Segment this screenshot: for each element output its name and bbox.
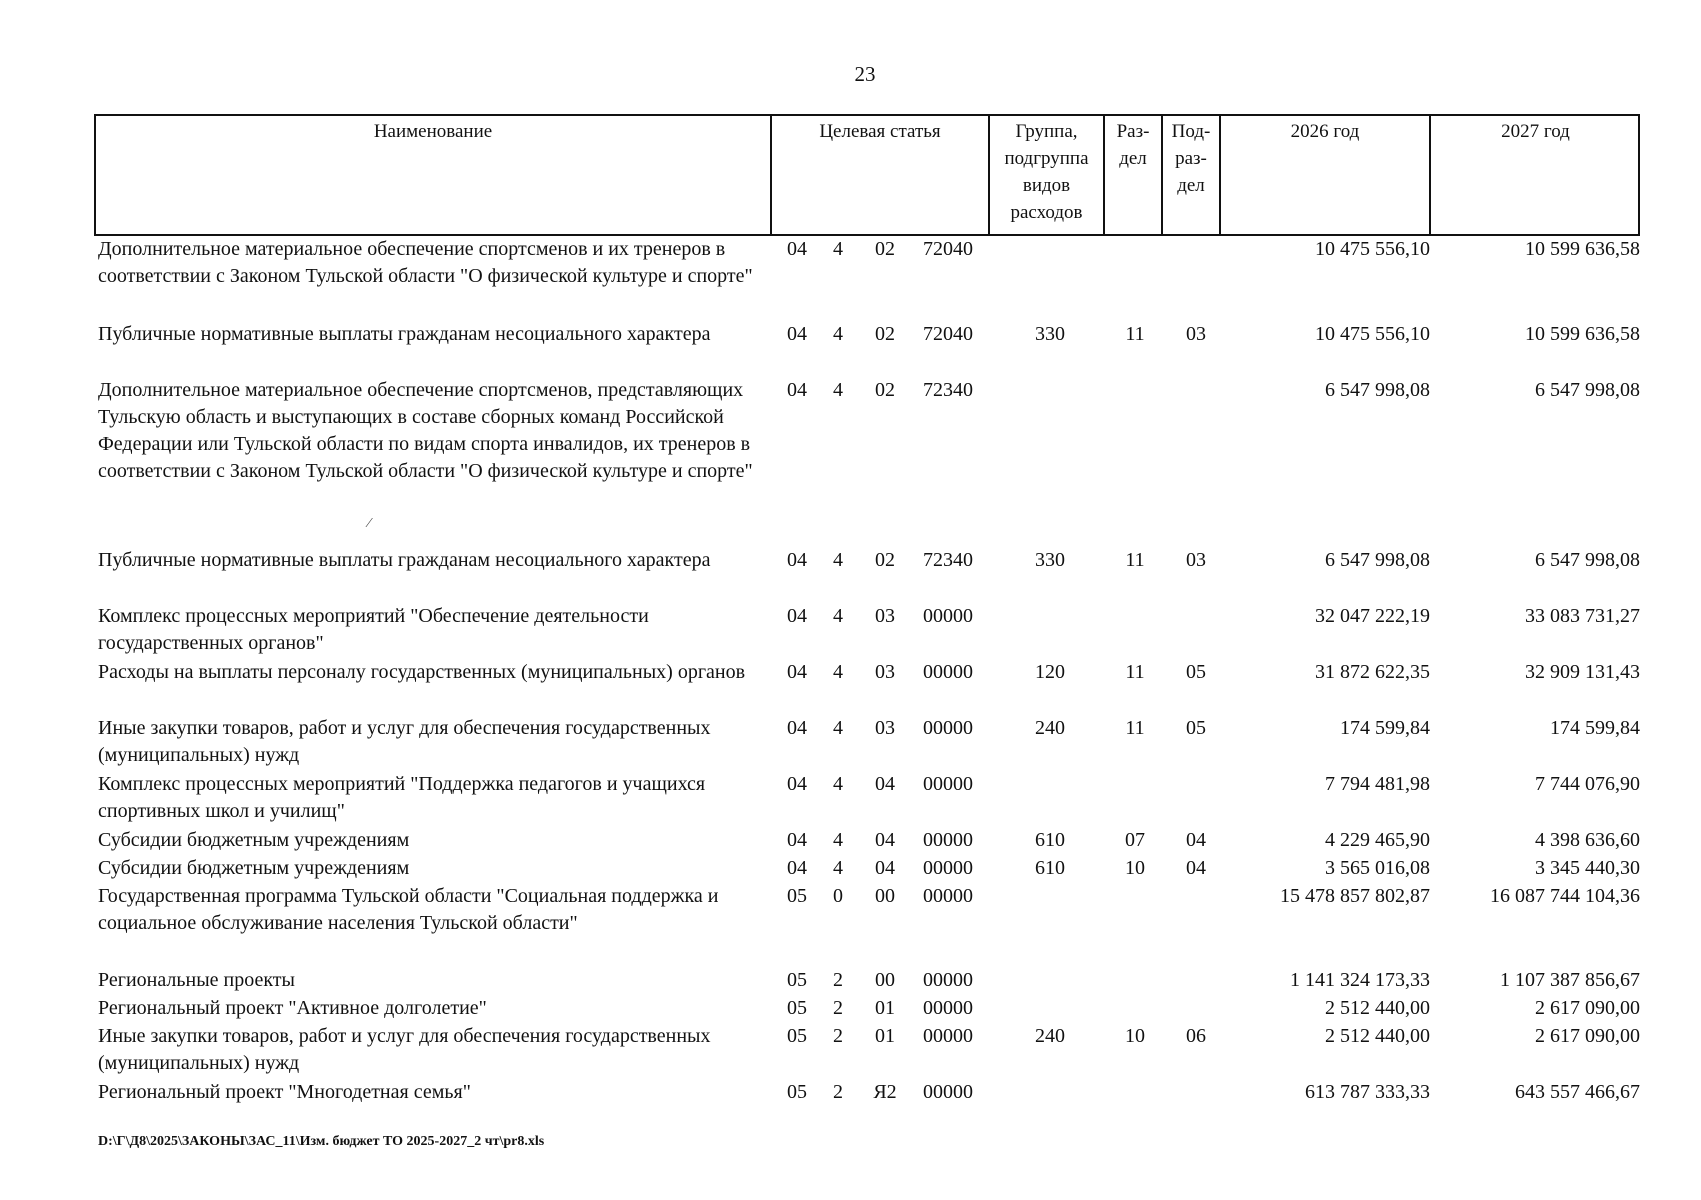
expense-group: 240	[1035, 717, 1065, 739]
target-code-type: 4	[833, 605, 843, 627]
amount-2027: 6 547 998,08	[1535, 379, 1640, 401]
target-code-structure: 00	[875, 885, 895, 907]
footer-file-path: D:\Г\Д8\2025\ЗАКОНЫ\ЗАС_11\Изм. бюджет ТО 2025-2027_2 чт\pr8.xls	[98, 1134, 545, 1149]
target-code-type: 4	[833, 323, 843, 345]
header-2027: 2027 год	[1429, 116, 1640, 234]
row-name: Комплекс процессных мероприятий "Поддержка педагогов и учащихся спортивных школ и училищ"	[98, 773, 706, 822]
target-code-structure: 04	[875, 857, 895, 879]
page-number: 23	[854, 62, 876, 86]
target-code-structure: 01	[875, 997, 895, 1019]
expense-group: 330	[1035, 323, 1065, 345]
target-code-program: 04	[787, 549, 807, 571]
row-name: Публичные нормативные выплаты гражданам несоциального характера	[98, 323, 711, 345]
header-razdel: Раз- дел	[1103, 116, 1161, 234]
amount-2026: 2 512 440,00	[1325, 997, 1430, 1019]
target-code-type: 4	[833, 549, 843, 571]
amount-2027: 3 345 440,30	[1535, 857, 1640, 879]
target-code-type: 4	[833, 773, 843, 795]
target-code-program: 05	[787, 997, 807, 1019]
podrazdel-code: 04	[1186, 829, 1206, 851]
amount-2026: 3 565 016,08	[1325, 857, 1430, 879]
row-name: Региональные проекты	[98, 969, 295, 991]
amount-2027: 10 599 636,58	[1525, 238, 1640, 260]
podrazdel-code: 03	[1186, 323, 1206, 345]
row-name: Дополнительное материальное обеспечение спортсменов и их тренеров в соответствии с Законом Тульской области "О физической культуре и спорте"	[98, 238, 753, 287]
expense-group: 240	[1035, 1025, 1065, 1047]
expense-group: 120	[1035, 661, 1065, 683]
target-code-direction: 00000	[923, 829, 973, 851]
target-code-structure: 04	[875, 829, 895, 851]
target-code-program: 04	[787, 829, 807, 851]
target-code-type: 4	[833, 717, 843, 739]
target-code-structure: 03	[875, 605, 895, 627]
header-2026: 2026 год	[1219, 116, 1429, 234]
amount-2026: 10 475 556,10	[1315, 238, 1430, 260]
target-code-type: 4	[833, 379, 843, 401]
target-code-type: 2	[833, 1025, 843, 1047]
header-name: Наименование	[373, 121, 493, 142]
target-code-direction: 00000	[923, 997, 973, 1019]
target-code-direction: 00000	[923, 661, 973, 683]
target-code-structure: 01	[875, 1025, 895, 1047]
amount-2027: 643 557 466,67	[1515, 1081, 1640, 1103]
amount-2026: 2 512 440,00	[1325, 1025, 1430, 1047]
target-code-direction: 00000	[923, 885, 973, 907]
row-name: Региональный проект "Активное долголетие"	[98, 997, 487, 1019]
target-code-program: 05	[787, 1025, 807, 1047]
target-code-direction: 00000	[923, 1025, 973, 1047]
amount-2026: 32 047 222,19	[1315, 605, 1430, 627]
amount-2027: 16 087 744 104,36	[1490, 885, 1640, 907]
header-target-article: Целевая статья	[770, 116, 988, 234]
razdel-code: 11	[1125, 323, 1145, 345]
target-code-program: 04	[787, 605, 807, 627]
amount-2027: 32 909 131,43	[1525, 661, 1640, 683]
header-podrazdel: Под- раз- дел	[1161, 116, 1219, 234]
podrazdel-code: 06	[1186, 1025, 1206, 1047]
target-code-program: 05	[787, 1081, 807, 1103]
amount-2027: 174 599,84	[1550, 717, 1640, 739]
target-code-structure: 00	[875, 969, 895, 991]
amount-2026: 10 475 556,10	[1315, 323, 1430, 345]
target-code-direction: 72340	[923, 549, 973, 571]
amount-2027: 6 547 998,08	[1535, 549, 1640, 571]
target-code-type: 0	[833, 885, 843, 907]
target-code-program: 04	[787, 717, 807, 739]
podrazdel-code: 05	[1186, 661, 1206, 683]
target-code-program: 04	[787, 773, 807, 795]
row-name: Субсидии бюджетным учреждениям	[98, 857, 410, 879]
amount-2026: 174 599,84	[1340, 717, 1430, 739]
target-code-type: 4	[833, 661, 843, 683]
row-name: Региональный проект "Многодетная семья"	[98, 1081, 471, 1103]
handwritten-tick-mark: ⁄	[368, 516, 371, 531]
row-name: Публичные нормативные выплаты гражданам несоциального характера	[98, 549, 711, 571]
amount-2027: 1 107 387 856,67	[1500, 969, 1640, 991]
target-code-type: 2	[833, 969, 843, 991]
target-code-type: 2	[833, 997, 843, 1019]
header-group: Группа, подгруппа видов расходов	[988, 116, 1103, 234]
target-code-direction: 00000	[923, 717, 973, 739]
amount-2027: 2 617 090,00	[1535, 1025, 1640, 1047]
target-code-structure: 02	[875, 323, 895, 345]
target-code-structure: 02	[875, 238, 895, 260]
razdel-code: 11	[1125, 661, 1145, 683]
target-code-structure: 02	[875, 549, 895, 571]
expense-group: 610	[1035, 829, 1065, 851]
target-code-direction: 72040	[923, 238, 973, 260]
target-code-type: 2	[833, 1081, 843, 1103]
amount-2026: 4 229 465,90	[1325, 829, 1430, 851]
target-code-direction: 72040	[923, 323, 973, 345]
expense-group: 610	[1035, 857, 1065, 879]
target-code-direction: 72340	[923, 379, 973, 401]
row-name: Расходы на выплаты персоналу государственных (муниципальных) органов	[98, 661, 746, 683]
amount-2026: 6 547 998,08	[1325, 379, 1430, 401]
target-code-program: 04	[787, 857, 807, 879]
target-code-program: 04	[787, 661, 807, 683]
amount-2027: 4 398 636,60	[1535, 829, 1640, 851]
amount-2026: 7 794 481,98	[1325, 773, 1430, 795]
target-code-direction: 00000	[923, 969, 973, 991]
target-code-structure: 03	[875, 661, 895, 683]
target-code-program: 04	[787, 379, 807, 401]
target-code-direction: 00000	[923, 773, 973, 795]
row-name: Дополнительное материальное обеспечение спортсменов, представляющих Тульскую область и выступающих в составе сборных команд Российской Федерации или Тульской области по видам спорта инвалидов, их тренеров в соответствии с Законом Тульской области "О физической культуре и спорте"	[98, 379, 753, 482]
target-code-program: 05	[787, 969, 807, 991]
target-code-program: 04	[787, 323, 807, 345]
target-code-structure: Я2	[873, 1081, 897, 1103]
target-code-direction: 00000	[923, 605, 973, 627]
podrazdel-code: 04	[1186, 857, 1206, 879]
amount-2026: 613 787 333,33	[1305, 1081, 1430, 1103]
amount-2027: 7 744 076,90	[1535, 773, 1640, 795]
table-header	[94, 114, 1640, 236]
amount-2027: 2 617 090,00	[1535, 997, 1640, 1019]
expense-group: 330	[1035, 549, 1065, 571]
target-code-direction: 00000	[923, 1081, 973, 1103]
row-name: Государственная программа Тульской области "Социальная поддержка и социальное обслуживание населения Тульской области"	[98, 885, 719, 934]
razdel-code: 10	[1125, 857, 1145, 879]
razdel-code: 11	[1125, 717, 1145, 739]
row-name: Комплекс процессных мероприятий "Обеспечение деятельности государственных органов"	[98, 605, 649, 654]
target-code-structure: 02	[875, 379, 895, 401]
amount-2026: 15 478 857 802,87	[1280, 885, 1430, 907]
amount-2026: 1 141 324 173,33	[1290, 969, 1430, 991]
row-name: Субсидии бюджетным учреждениям	[98, 829, 410, 851]
target-code-direction: 00000	[923, 857, 973, 879]
amount-2026: 6 547 998,08	[1325, 549, 1430, 571]
razdel-code: 10	[1125, 1025, 1145, 1047]
target-code-program: 05	[787, 885, 807, 907]
amount-2027: 10 599 636,58	[1525, 323, 1640, 345]
podrazdel-code: 05	[1186, 717, 1206, 739]
target-code-type: 4	[833, 829, 843, 851]
row-name: Иные закупки товаров, работ и услуг для обеспечения государственных (муниципальных) нужд	[98, 717, 711, 766]
row-name: Иные закупки товаров, работ и услуг для обеспечения государственных (муниципальных) нужд	[98, 1025, 711, 1074]
target-code-type: 4	[833, 238, 843, 260]
podrazdel-code: 03	[1186, 549, 1206, 571]
amount-2027: 33 083 731,27	[1525, 605, 1640, 627]
amount-2026: 31 872 622,35	[1315, 661, 1430, 683]
target-code-program: 04	[787, 238, 807, 260]
target-code-structure: 04	[875, 773, 895, 795]
target-code-type: 4	[833, 857, 843, 879]
target-code-structure: 03	[875, 717, 895, 739]
razdel-code: 11	[1125, 549, 1145, 571]
razdel-code: 07	[1125, 829, 1145, 851]
